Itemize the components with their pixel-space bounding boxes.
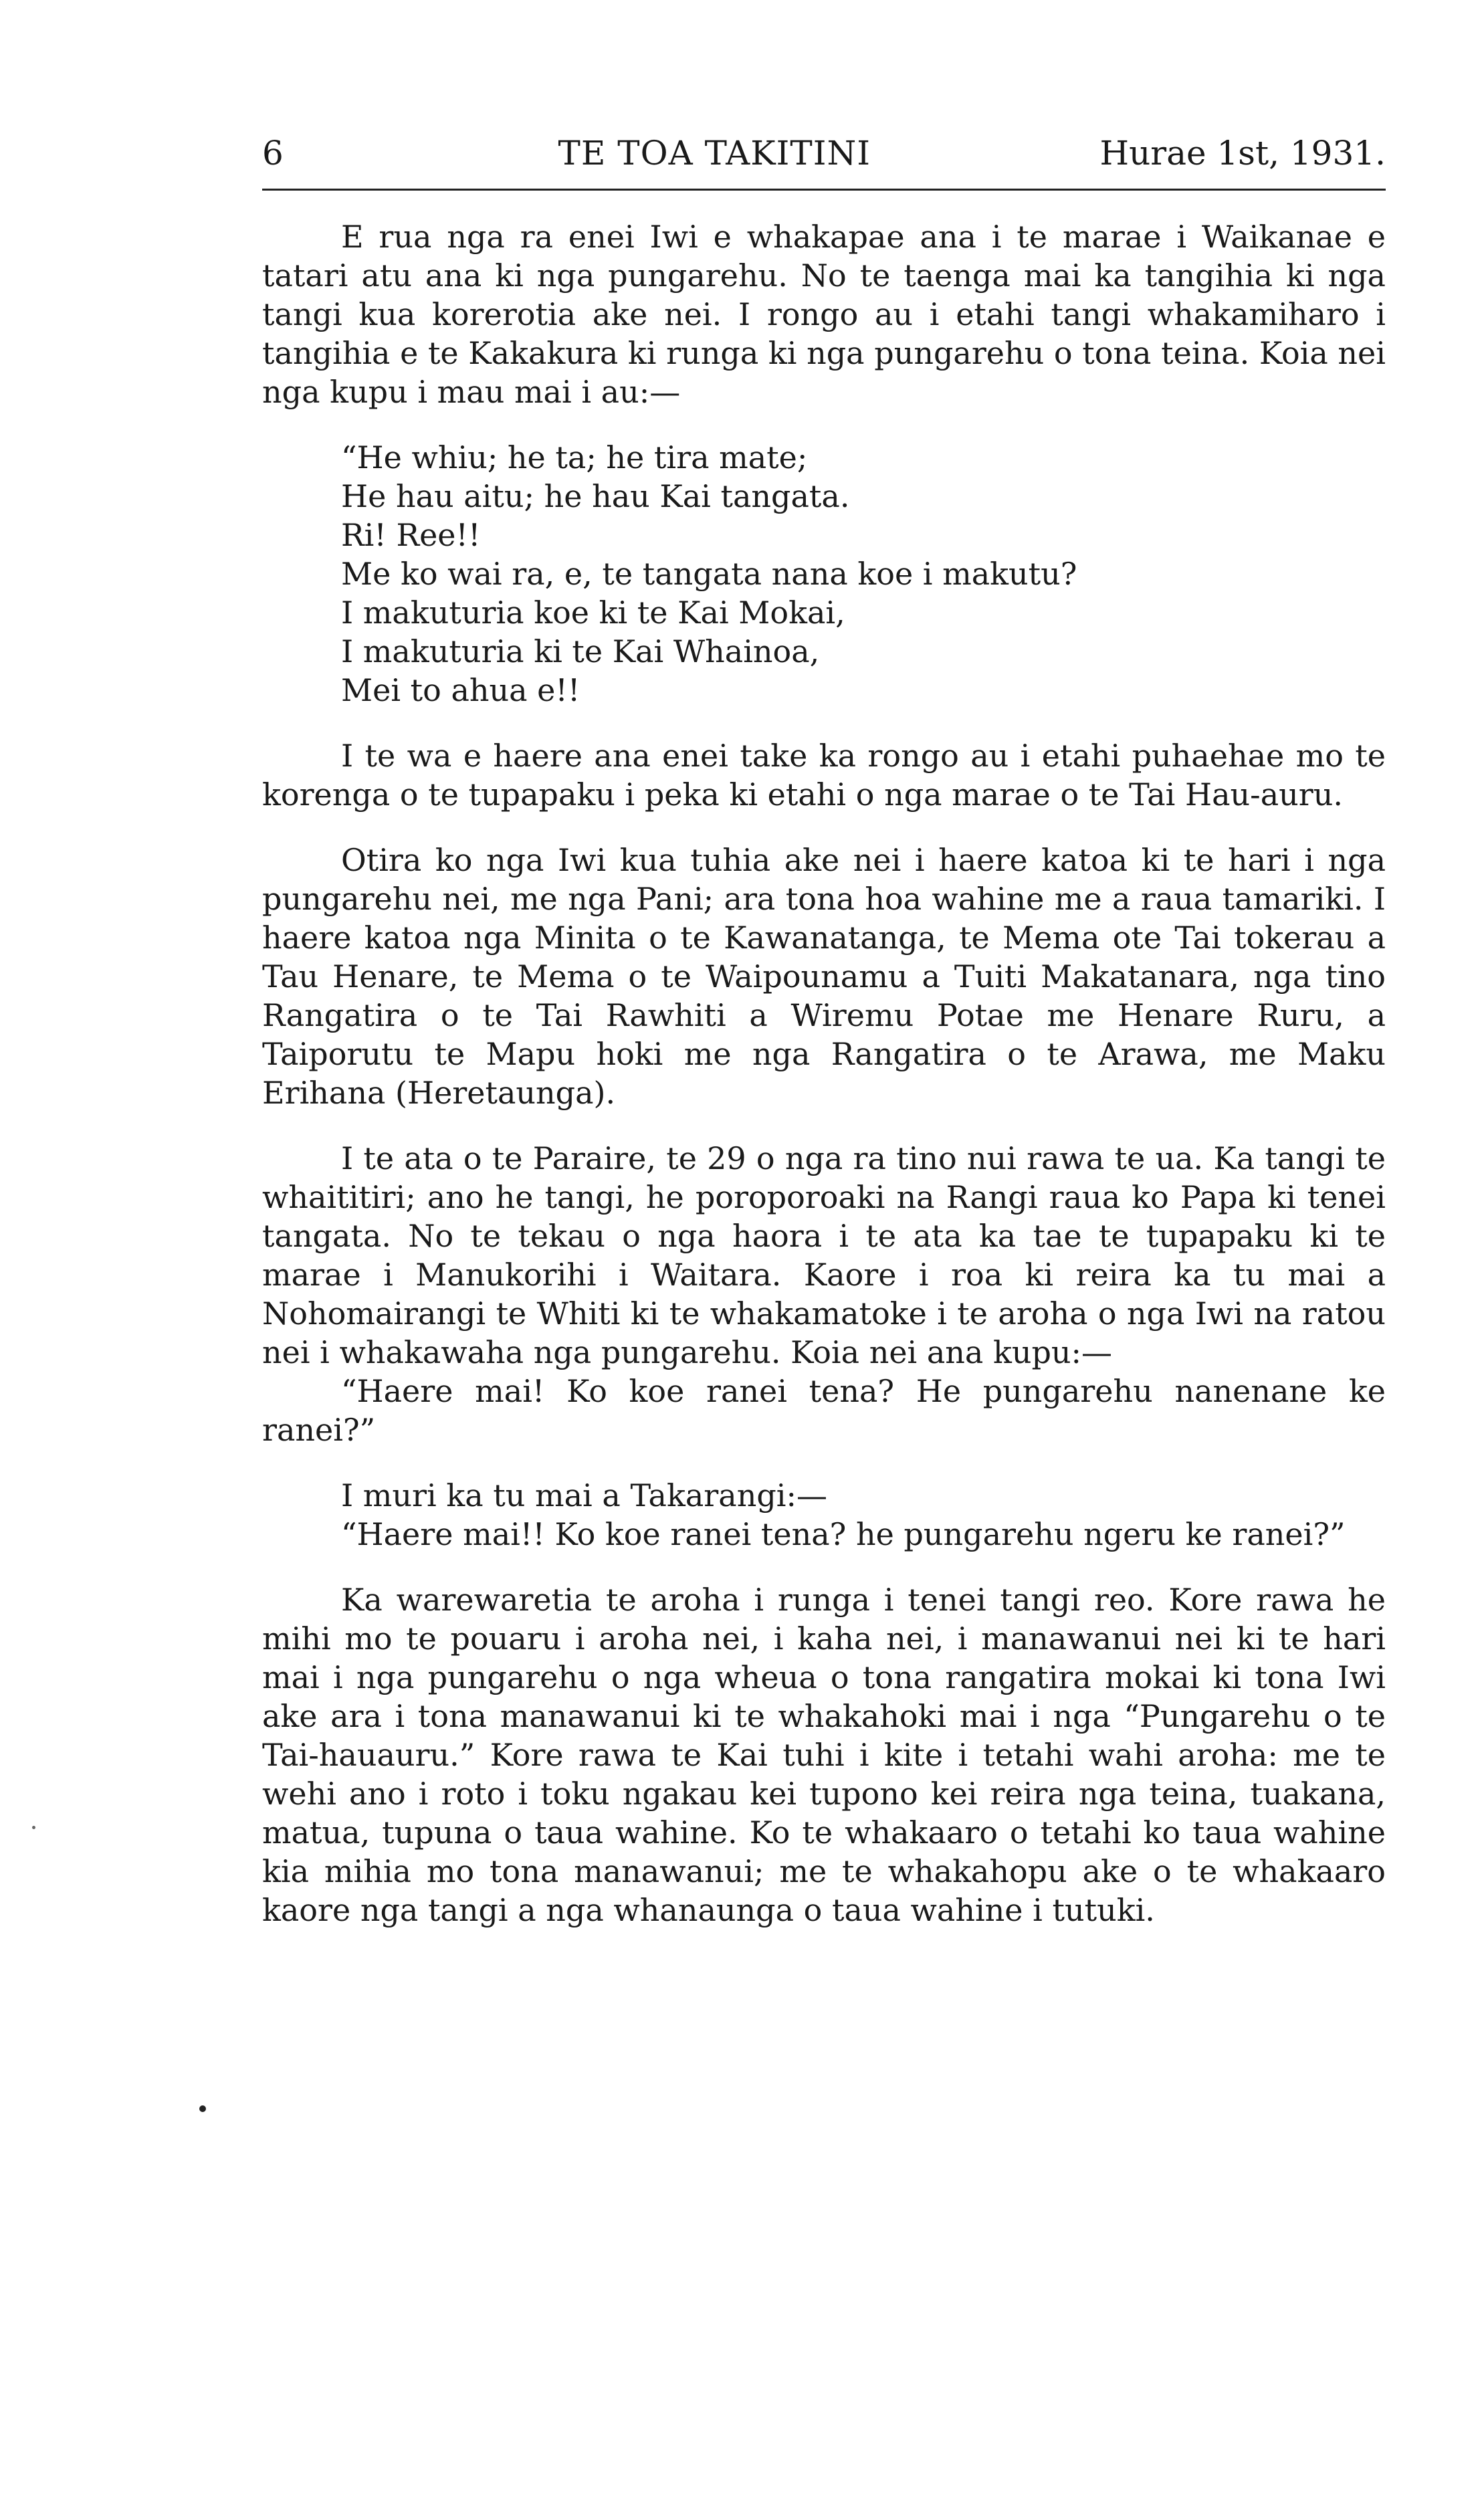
ink-speck xyxy=(199,2105,206,2112)
verse-line: I makuturia koe ki te Kai Mokai, xyxy=(341,595,845,631)
article-body xyxy=(262,217,1386,1929)
paragraph-takarangi: I muri ka tu mai a Takarangi:— xyxy=(341,1477,827,1513)
paragraph-4: I te ata o te Paraire, te 29 o nga ra tino nui rawa te ua. Ka tangi te whaititiri; ano he tangi, he poroporoaki na Rangi raua ko Papa ki tenei tangata. No te tekau o nga haora i te ata ka tae te tupapaku ki te marae i Manukorihi i Waitara. Kaore i roa ki reira ka tu mai a Nohomairangi te Whiti ki te whakamatoke i te aroha o nga Iwi na ratou nei i whakawaha nga pungarehu. Koia nei ana kupu:— xyxy=(262,1140,1386,1370)
speech-nohomairangi: “Haere mai! Ko koe ranei tena? He pungarehu nanenane ke ranei?” xyxy=(262,1373,1386,1448)
verse-line: Ri! Ree!! xyxy=(341,517,481,553)
lament-verse xyxy=(262,438,1386,710)
page-number: 6 xyxy=(262,134,284,173)
verse-line: Mei to ahua e!! xyxy=(341,672,580,708)
verse-line: “He whiu; he ta; he tira mate; xyxy=(341,439,808,476)
publication-title: TE TOA TAKITINI xyxy=(558,134,871,173)
page xyxy=(262,134,1386,1929)
paragraph-1: E rua nga ra enei Iwi e whakapae ana i te marae i Waikanae e tatari atu ana ki nga pungarehu. No te taenga mai ka tangihia ki nga tangi kua korerotia ake nei. I rongo au i etahi tangi whakamiharo i tangihia e te Kakakura ki runga ki nga pungarehu o tona teina. Koia nei nga kupu i mau mai i au:— xyxy=(262,219,1386,410)
paragraph-final: Ka warewaretia te aroha i runga i tenei tangi reo. Kore rawa he mihi mo te pouaru i aroha nei, i kaha nei, i manawanui nei ki te hari mai i nga pungarehu o nga wheua o tona rangatira mokai ki tona Iwi ake ara i tona manawanui ki te whakahoki mai i nga “Pungarehu o te Tai-hauauru.” Kore rawa te Kai tuhi i kite i tetahi wahi aroha: me te wehi ano i roto i toku ngakau kei tupono kei reira nga teina, tuakana, matua, tupuna o taua wahine. Ko te whakaaro o tetahi ko taua wahine kia mihia mo tona manawanui; me te whakahopu ake o te whakaaro kaore nga tangi a nga whanaunga o taua wahine i tutuki. xyxy=(262,1582,1386,1928)
issue-date: Hurae 1st, 1931. xyxy=(1099,134,1386,173)
verse-line: I makuturia ki te Kai Whainoa, xyxy=(341,633,820,669)
ink-speck xyxy=(32,1826,35,1829)
running-header xyxy=(262,134,1386,191)
paragraph-2: I te wa e haere ana enei take ka rongo au i etahi puhaehae mo te korenga o te tupapaku i peka ki etahi o nga marae o te Tai Hau-auru. xyxy=(262,738,1386,813)
paragraph-3: Otira ko nga Iwi kua tuhia ake nei i haere katoa ki te hari i nga pungarehu nei, me nga Pani; ara tona hoa wahine me a raua tamariki. I haere katoa nga Minita o te Kawanatanga, te Mema ote Tai tokerau a Tau Henare, te Mema o te Waipounamu a Tuiti Makatanara, nga tino Rangatira o te Tai Rawhiti a Wiremu Potae me Henare Ruru, a Taiporutu te Mapu hoki me nga Rangatira o te Arawa, me Maku Erihana (Heretaunga). xyxy=(262,842,1386,1111)
verse-line: He hau aitu; he hau Kai tangata. xyxy=(341,478,850,514)
speech-takarangi: “Haere mai!! Ko koe ranei tena? he pungarehu ngeru ke ranei?” xyxy=(341,1516,1346,1552)
verse-line: Me ko wai ra, e, te tangata nana koe i makutu? xyxy=(341,556,1077,592)
